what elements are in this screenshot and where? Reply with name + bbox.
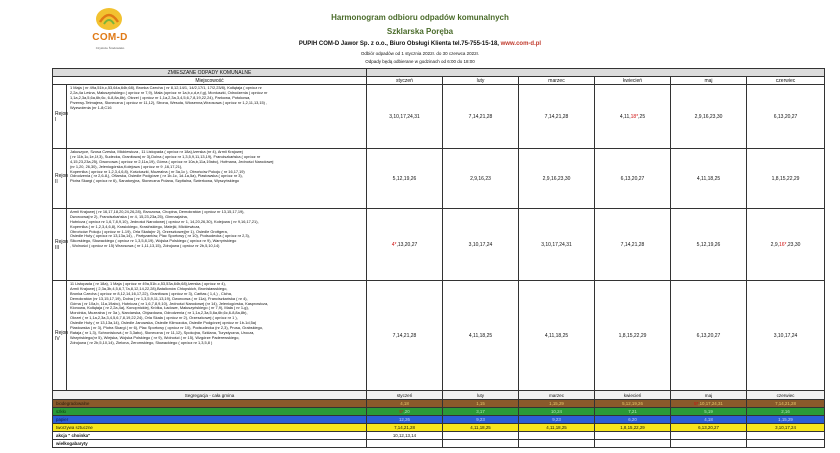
month-header: maj [671, 77, 747, 85]
street-line: Odrodzenia ( nr 2,6-8,), Ofiarska, Osiedle Podgórze ( nr 1b-1c, 1d-1a,5a), Piastowska ( oprócz nr 3), [70, 173, 243, 179]
segregation-dates: 4,18 [671, 416, 747, 424]
segregation-dates [671, 440, 747, 448]
segregation-dates [595, 432, 671, 440]
street-line: Armii Krajowej ( nr 16,17,18,20,24,26,28), Brzozowa, Chopina, Demokratów ( oprócz nr 13,15,17,19), [70, 209, 245, 214]
segregation-dates: 12,26 [367, 416, 443, 424]
segregation-month-header: maj [671, 391, 747, 400]
street-line: Górna ( nr 10a,b, 11a,19abc), Hutnicza ( nr 1,6,7,8,9,10), Jedności Narodowej (nr 14), Jeleniogórska, Kasprowicza, [70, 300, 269, 306]
streets-list [67, 209, 367, 281]
logo-subtext: Czystsze Środowisko [95, 46, 125, 50]
pickup-dates: 2,9,16,23,30 [519, 149, 595, 209]
logo-text: COM-D [92, 32, 128, 43]
month-header: marzec [519, 77, 595, 85]
rejon-row [53, 209, 825, 281]
street-line: Morcinka, Muzealna ( nr 3a ), Narciarska, Objazdowa, Odrodzenia ( nr 1,1a,2,3a,5,6a,6b,6c,6-8,8a,8b), [70, 310, 248, 316]
pickup-dates: 7,14,21,28 [595, 209, 671, 281]
segregation-row [53, 432, 825, 440]
segregation-dates: 4,11,18,25 [519, 424, 595, 432]
segregation-dates: 7,14,21,28 [747, 400, 825, 408]
street-line: 4,15,23,23a,25), Dworcowa ( oprócz nr 2,11a,19), Górna ( oprócz nr 10a,b,11a,19abc), Hofmana, Jedności Narodowej [70, 158, 274, 164]
segregation-dates: 1,15 [443, 400, 519, 408]
segregation-dates [595, 440, 671, 448]
month-header: czerwiec [747, 77, 825, 85]
segregation-dates: 1,15,29 [747, 416, 825, 424]
street-line: Waryńskiego(nr 5), Wiejska, Wojska Polskiego ( nr 9), Wolności ( nr 15), Wzgórze Paderewskiego, [70, 334, 240, 340]
waste-type-label: tworzywa sztuczne [53, 424, 367, 432]
street-line: 1 Maja ( nr 49a,51b,c,53,64a,64b,68), Bronka Czecha ( nr 8,12,14/1, 14/2,17/1, 17/2,23/8), Kołłątaja ( oprócz nr [70, 85, 262, 90]
pickup-dates: 1,8,15,22,29 [747, 149, 825, 209]
rejon-row [53, 149, 825, 209]
location-header: Miejscowość [53, 77, 367, 85]
street-line: , Wolności ( oprócz nr 15) Wrzosowa ( nr 1,11,13,15), Zdrojowa ( oprócz nr 2b,5,10,14) [70, 243, 220, 249]
section-title-fill [367, 69, 825, 77]
streets-list [67, 85, 367, 149]
segregation-dates: 5*,20 [367, 408, 443, 416]
section-title: ZMIESZANE ODPADY KOMUNALNE [53, 69, 367, 77]
street-line: 1,1a,2,3a,5,6a,6b,6c, 6-8,8a,8b), Okrzei ( oprócz nr 1,1a,2,3a,3,4,5,6,7,8,19,22,24), Parkowa, Potokowa, [70, 94, 251, 100]
segregation-dates [671, 432, 747, 440]
pickup-dates: 4*,13,20,27 [367, 209, 443, 281]
rejon-label: Rejon III [53, 209, 67, 281]
rejon-row [53, 85, 825, 149]
street-line: Kopernika ( oprócz nr 1,2,3,4,6,8), Kościuszki, Muzealna ( nr 3a,1c ), Obrońców Pokoju ( nr 16,17,19) [70, 168, 245, 174]
segregation-dates: 10,24 [519, 408, 595, 416]
pickup-dates: 6,13,20,27 [747, 85, 825, 149]
segregation-dates: 4,18 [367, 400, 443, 408]
segregation-dates: 10,12,13,14 [367, 432, 443, 440]
street-line: Armii Krajowej ( 2,3a,3b,4,5,6,7,7a,8,12,14,22,28),Batalionów Chłopskich, Bronisławskiego, [70, 285, 228, 291]
waste-type-label: papier [53, 416, 367, 424]
pickup-dates: 3,10,17,24,31 [367, 85, 443, 149]
pickup-dates: 6,13,20,27 [595, 149, 671, 209]
segregation-dates [443, 432, 519, 440]
segregation-dates: 4,11,18,25 [443, 424, 519, 432]
segregation-dates: 6,20 [595, 416, 671, 424]
segregation-dates: 5*,10,17,24,31 [671, 400, 747, 408]
segregation-row [53, 408, 825, 416]
month-header: styczeń [367, 77, 443, 85]
month-header: luty [443, 77, 519, 85]
town-name: Szklarska Poręba [386, 27, 454, 36]
pickup-dates: 5,12,19,26 [367, 149, 443, 209]
company-info [0, 41, 840, 47]
street-line: Jakuszyce, Szosa Czeska, Mickiewicza , 11 Listopada ( oprócz nr 18a),Izerska (nr 4), Armii Krajowej [70, 149, 243, 154]
page-title: Harmonogram odbioru odpadów komunalnych [331, 13, 509, 22]
waste-type-label: szkło [53, 408, 367, 416]
pickup-dates: 3,10,17,24,31 [519, 209, 595, 281]
street-line: Osiedle Huty ( nr 13,13a,14), Osiedle Janowska, Osiedle Klimczoka, Osiedle Podgórze( oprócz nr 1b-1d,5a) [70, 320, 257, 325]
segregation-dates [747, 432, 825, 440]
street-line: Klonowa, Kołłątaja ( nr 2,2a,4a), Konopnickiej, Krótka, Ładowe, Małuszyńskiego ( nr 7,9), Mała ( nr 1-g), [70, 305, 249, 311]
pickup-dates: 4,11,18,25 [671, 149, 747, 209]
schedule-table [52, 68, 825, 448]
pickup-dates: 2,9,16*,23,30 [747, 209, 825, 281]
company-contact: PUPIH COM-D Jawor Sp. z o.o., Biuro Obsługi Klienta tel.75-755-15-18, [298, 41, 501, 47]
pickup-dates: 3,10,17,24 [443, 209, 519, 281]
waste-type-label: biodegradowalne [53, 400, 367, 408]
pickup-dates: 2,9,16,23 [443, 149, 519, 209]
street-line: 2,2a,4a Leśna, Małuszyńskiego ( oprócz nr 7,9), Mała (oprócz nr 1a,b,c,d,e,f,g), Moniuszki, Odrodzenia ( oprócz nr [70, 89, 268, 95]
street-line: Dworcowa(nr 2), Franciszkańska ( nr 4, 15,23,23a,25), Gimnazjalna, [70, 213, 188, 219]
segregation-month-header: marzec [519, 391, 595, 400]
pickup-dates: 7,14,21,28 [519, 85, 595, 149]
rejon-row [53, 281, 825, 391]
segregation-row [53, 400, 825, 408]
street-line: (nr 1,20, 26,30), Jeleniogórska,Kolejowa ( oprócz nr 9 ,16,17,21), [70, 163, 183, 169]
street-line: Rataja ( nr 1,3), Schronisková ( nr 3,3abc), Słoneczna ( nr 11,12), Spokojna, Szklana, Turystyczna, Urocza, [70, 329, 255, 335]
pickup-dates: 4,11,18,25 [443, 281, 519, 391]
segregation-row [53, 424, 825, 432]
rejon-label: Rejon II [53, 149, 67, 209]
segregation-dates [519, 440, 595, 448]
segregation-dates: 3,17 [443, 408, 519, 416]
street-line: Okrzei ( nr 1,1a,2,3a,3,4,5,6,7,8,19,22,24), Orla Skała ( oprócz nr 2), Orzeszkowej ( oprócz nr 1 ), [70, 315, 238, 321]
pickup-dates: 5,12,19,26 [671, 209, 747, 281]
waste-type-label: akcja " choinka" [53, 432, 367, 440]
segregation-dates: 9,23 [443, 416, 519, 424]
rejon-label: Rejon I [53, 85, 67, 149]
street-line: Osiedle Huty ( oprócz nr 13,13a,14), , Partyzantów, Plac Sportowy ( nr 10), Podsudecka ( oprócz nr 2,3), [70, 233, 250, 239]
street-line: Piotra Skargi ( oprócz nr 6), Sanatoryjna, Słoneczna Polana, Szpitalna, Świerkowa, Wyszyńskiego [70, 178, 240, 184]
segregation-dates [519, 432, 595, 440]
pickup-dates: 7,14,21,28 [443, 85, 519, 149]
street-line: Sikorskiego, Słowackiego ( oprócz nr 1,3,5,8,19), Wojska Polskiego ( oprócz nr 9), Warryńskiego [70, 238, 237, 244]
street-line: Hutnicza ( oprócz nr 1,6,7,8,9,10), Jedności Narodowej ( oprócz nr 1, 14,20,26,30), Kolejowa ( nr 9,16,17,21), [70, 218, 259, 224]
segregation-row [53, 440, 825, 448]
segregation-dates: 5,12,19,26 [595, 400, 671, 408]
hours-info: Odpady będą odbierane w godzinach od 6:00 do 18:00 [365, 59, 475, 64]
waste-type-label: wielkogabaryty [53, 440, 367, 448]
segregation-dates: 6,13,20,27 [671, 424, 747, 432]
segregation-dates: 1,8,15,22,29 [595, 424, 671, 432]
segregation-dates [747, 440, 825, 448]
segregation-dates [443, 440, 519, 448]
street-line: Demokratów (nr 13,15,17,19), Dolna ( nr 1,3,5,9,11,13,19), Dworcowa ( nr 11a), Franciszkańska ( nr 4), [70, 295, 248, 301]
street-line: ( nr 11b,1c,1e,1f,3), Sudecka, Granitowa( nr 3),Dolna ( oprócz nr 1,3,5,9,11,13,19), Franciszkańska ( oprócz nr [70, 153, 261, 159]
segregation-month-header: czerwiec [747, 391, 825, 400]
street-line: Wyzwolenia (nr 1-8;C16 [70, 104, 112, 110]
street-line: Obrońców Pokoju ( oprócz nr 1-19), Orla Skała(nr 2), Orzeszkowej(nr 1), Osiedle Grottgera, [70, 228, 228, 234]
segregation-dates: 7,14,21,28 [367, 424, 443, 432]
rejon-label: Rejon IV [53, 281, 67, 391]
pickup-dates: 7,14,21,28 [367, 281, 443, 391]
street-line: Kopernika ( nr 1,2,3,4,6,8), Krasickiego, Krasińskiego, Matejki, Mickiewicza, [70, 223, 201, 229]
month-header: kwiecień [595, 77, 671, 85]
segregation-month-header: styczeń [367, 391, 443, 400]
segregation-dates: 9,23 [519, 416, 595, 424]
pickup-dates: 4,11,18*,25 [595, 85, 671, 149]
website-link[interactable]: www.com-d.pl [500, 41, 542, 47]
segregation-dates: 2,16 [747, 408, 825, 416]
pickup-dates: 1,8,15,22,29 [595, 281, 671, 391]
segregation-dates: 5,19 [671, 408, 747, 416]
pickup-dates: 6,13,20,27 [671, 281, 747, 391]
segregation-dates [367, 440, 443, 448]
segregation-dates: 7,21 [595, 408, 671, 416]
streets-list [67, 281, 367, 391]
segregation-month-header: luty [443, 391, 519, 400]
segregation-month-header: kwiecień [595, 391, 671, 400]
street-line: 11 Listopada ( nr 18a), 1 Maja ( oprócz nr 49a,51b-c,53,53a,64b,68),Izerska ( oprócz nr 4), [70, 281, 226, 286]
pickup-dates: 2,9,16,23,30 [671, 85, 747, 149]
segregation-title: Segregacja - cała gmina [53, 391, 367, 400]
pickup-dates: 4,11,18,25 [519, 281, 595, 391]
segregation-dates: 3,10,17,24 [747, 424, 825, 432]
streets-list [67, 149, 367, 209]
street-line: Piastowska ( nr 3), Piotra Skargi ( nr 6), Plac Sportowy ( oprócz nr 10), Podsudecka (nr 2,3), Prusa, Grabskiego, [70, 324, 264, 330]
period-info: Odbiór odpadów od 1 stycznia 2022r. do 30 czerwca 2022r. [360, 51, 480, 56]
pickup-dates: 3,10,17,24 [747, 281, 825, 391]
street-line: Zdrojowa ( nr 2b,5,10,14), Zielona, Żeromskiego, Słowackiego ( oprócz nr 1,3,5,8 ) [70, 339, 213, 345]
street-line: Przerwy-Tetmajera, Słoneczna ( oprócz nr 11,12), Strona, Wesoła, Wiosenna,Wrzosowa ( oprócz nr 1,2,11,13,15) , [70, 99, 268, 105]
segregation-row [53, 416, 825, 424]
segregation-dates: 1,15,29 [519, 400, 595, 408]
street-line: Bronka Czecha ( oprócz nr 8,12,14,16,17,22), Granitowa ( oprócz nr 3), Caritas ( 1,4,) , Cicha, [70, 290, 232, 296]
